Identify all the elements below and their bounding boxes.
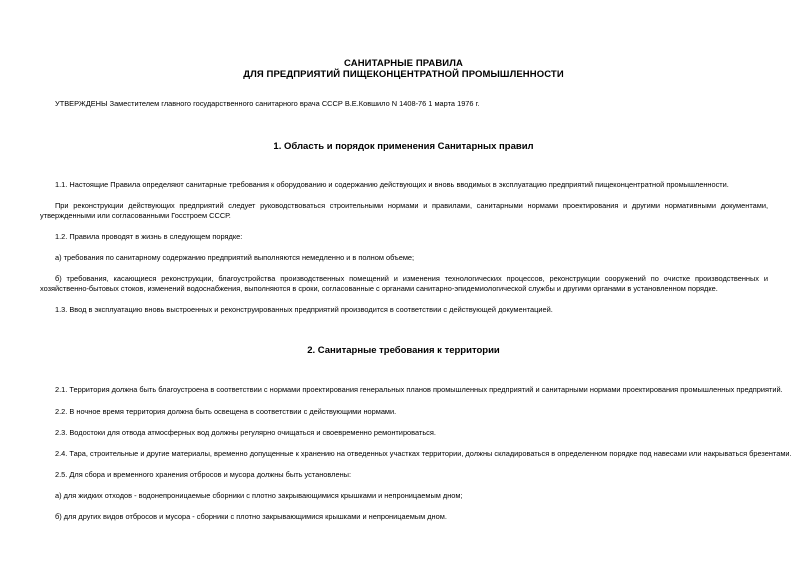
paragraph-1-2-b: б) требования, касающиеся реконструкции, благоустройства производственных помещений и изменения технологических процессов, реконструкции сооружений по очистке производственных и хозяйственно-бытовых стоков, изменений водоснабжения, выполняются в сроки, согласованные с органами санитарно-эпидемиологической службы и другими органами в установленном порядке. <box>40 274 768 293</box>
paragraph-2-3: 2.3. Водостоки для отвода атмосферных вод должны регулярно очищаться и своевременно ремонтироваться. <box>55 428 436 437</box>
paragraph-2-5: 2.5. Для сбора и временного хранения отбросов и мусора должны быть установлены: <box>55 470 352 479</box>
approval-note: УТВЕРЖДЕНЫ Заместителем главного государственного санитарного врача СССР В.Е.Ковшило N 1408-76 1 марта 1976 г. <box>55 99 480 108</box>
paragraph-2-5-a: а) для жидких отходов - водонепроницаемые сборники с плотно закрывающимися крышками и непроницаемым дном; <box>55 491 463 500</box>
section-1-heading: 1. Область и порядок применения Санитарных правил <box>273 141 534 152</box>
paragraph-1-3: 1.3. Ввод в эксплуатацию вновь выстроенных и реконструированных предприятий производится в соответствии с действующей документацией. <box>55 305 553 314</box>
section-2-heading: 2. Санитарные требования к территории <box>307 345 500 356</box>
paragraph-1-2: 1.2. Правила проводят в жизнь в следующем порядке: <box>55 232 243 241</box>
paragraph-1-1: 1.1. Настоящие Правила определяют санитарные требования к оборудованию и содержанию действующих и вновь вводимых в эксплуатацию предприятий пищеконцентратной промышленности. <box>55 180 729 189</box>
document-title-line-2: ДЛЯ ПРЕДПРИЯТИЙ ПИЩЕКОНЦЕНТРАТНОЙ ПРОМЫШЛЕННОСТИ <box>243 69 564 80</box>
paragraph-2-1: 2.1. Территория должна быть благоустроена в соответствии с нормами проектирования генеральных планов промышленных предприятий и санитарными нормами проектирования промышленных предприятий. <box>55 385 783 394</box>
paragraph-reconstruction: При реконструкции действующих предприятий следует руководствоваться строительными нормами и правилами, санитарными нормами проектирования и другими нормативными документами, утвержденными или согласованными Госстроем СССР. <box>40 201 768 220</box>
document-title-line-1: САНИТАРНЫЕ ПРАВИЛА <box>344 58 463 69</box>
paragraph-2-2: 2.2. В ночное время территория должна быть освещена в соответствии с действующими нормами. <box>55 407 397 416</box>
paragraph-2-4: 2.4. Тара, строительные и другие материалы, временно допущенные к хранению на отведенных участках территории, должны складироваться в определенном порядке под навесами или накрываться брезентами. <box>55 449 792 458</box>
paragraph-2-5-b: б) для других видов отбросов и мусора - сборники с плотно закрывающимися крышками и непроницаемым дном. <box>55 512 447 521</box>
paragraph-1-2-a: а) требования по санитарному содержанию предприятий выполняются немедленно и в полном объеме; <box>55 253 415 262</box>
